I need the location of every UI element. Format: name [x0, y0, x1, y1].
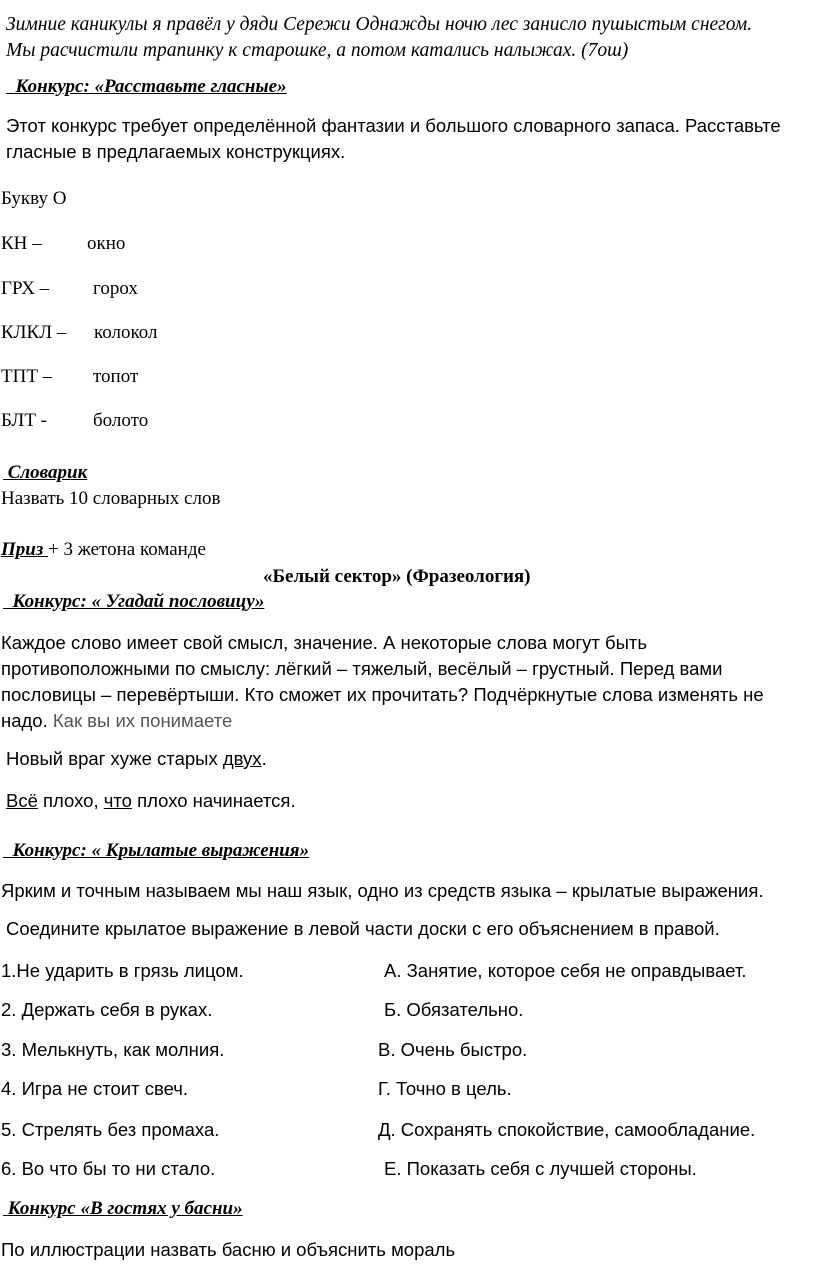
- vowels-desc-line-1: Этот конкурс требует определённой фантазии и большого словарного запаса. Расставьте: [6, 115, 781, 136]
- fable-task: По иллюстрации назвать басню и объяснить мораль: [1, 1239, 456, 1260]
- intro-line-1: Зимние каникулы я правёл у дяди Сережи Однажды ночю лес занисло пушыстым снегом.: [6, 14, 753, 35]
- white-sector-title: «Белый сектор» (Фразеология): [263, 566, 531, 587]
- idiom-right: А. Занятие, которое себя не оправдывает.: [384, 960, 747, 981]
- proverbs-desc-line-1: Каждое слово имеет свой смысл, значение. А некоторые слова могут быть: [1, 632, 647, 653]
- fable-contest-title: Конкурс «В гостях у басни»: [7, 1198, 243, 1219]
- vowel-word: колокол: [94, 322, 158, 343]
- vowel-code: ТПТ –: [1, 366, 53, 387]
- idioms-contest-title: Конкурс: « Крылатые выражения»: [12, 840, 310, 861]
- vowel-code: ГРХ –: [1, 278, 50, 299]
- proverbs-desc-line-2: противоположными по смыслу: лёгкий – тяжелый, весёлый – грустный. Перед вами: [1, 658, 723, 679]
- dictionary-title: Словарик: [7, 462, 88, 483]
- idiom-right: Е. Показать себя с лучшей стороны.: [384, 1158, 697, 1179]
- vowel-code: БЛТ -: [1, 410, 48, 431]
- prize-line: [1, 539, 206, 561]
- vowel-word: окно: [87, 233, 126, 254]
- proverbs-contest-title: Конкурс: « Угадай пословицу»: [12, 591, 265, 612]
- prize-text: + 3 жетона команде: [48, 539, 206, 560]
- proverbs-desc-line-4: надо. Как вы их понимаете: [1, 710, 233, 731]
- idioms-desc-line-1: Ярким и точным называем мы наш язык, одно из средств языка – крылатые выражения.: [1, 880, 764, 901]
- idiom-right: Б. Обязательно.: [384, 999, 524, 1020]
- vowel-word: топот: [93, 366, 139, 387]
- vowel-code: КН –: [1, 233, 42, 254]
- dictionary-task: Назвать 10 словарных слов: [1, 488, 221, 509]
- vowels-contest-title: Конкурс: «Расставьте гласные»: [15, 76, 287, 97]
- prize-label: Приз: [1, 539, 49, 560]
- idiom-left: 1.Не ударить в грязь лицом.: [1, 960, 244, 981]
- vowel-letter-label: Букву О: [1, 188, 67, 209]
- vowel-code: КЛКЛ –: [1, 322, 67, 343]
- vowel-word: горох: [93, 278, 138, 299]
- idiom-left: 2. Держать себя в руках.: [1, 999, 213, 1020]
- idiom-left: 6. Во что бы то ни стало.: [1, 1158, 216, 1179]
- proverb-underlined-word: что: [103, 790, 132, 811]
- idiom-left: 5. Стрелять без промаха.: [1, 1119, 220, 1140]
- idiom-right: Г. Точно в цель.: [378, 1078, 512, 1099]
- idiom-right: В. Очень быстро.: [378, 1039, 528, 1060]
- idiom-right: Д. Сохранять спокойствие, самообладание.: [378, 1119, 756, 1140]
- proverb-underlined-word: двух: [222, 748, 262, 769]
- vowels-desc-line-2: гласные в предлагаемых конструкциях.: [6, 141, 346, 162]
- idiom-left: 3. Мелькнуть, как молния.: [1, 1039, 225, 1060]
- idioms-desc-line-2: Соедините крылатое выражение в левой части доски с его объяснением в правой.: [6, 918, 720, 939]
- idiom-left: 4. Игра не стоит свеч.: [1, 1078, 189, 1099]
- vowel-word: болото: [93, 410, 149, 431]
- proverb-1: Новый враг хуже старых двух.: [6, 748, 267, 769]
- intro-line-2: Мы расчистили трапинку к старошке, а потом катались налыжах. (7ош): [6, 40, 629, 61]
- proverb-2: Всё плохо, что плохо начинается.: [6, 790, 296, 811]
- proverb-underlined-word: Всё: [6, 790, 38, 811]
- proverbs-desc-line-3: пословицы – перевёртыши. Кто сможет их прочитать? Подчёркнутые слова изменять не: [1, 684, 764, 705]
